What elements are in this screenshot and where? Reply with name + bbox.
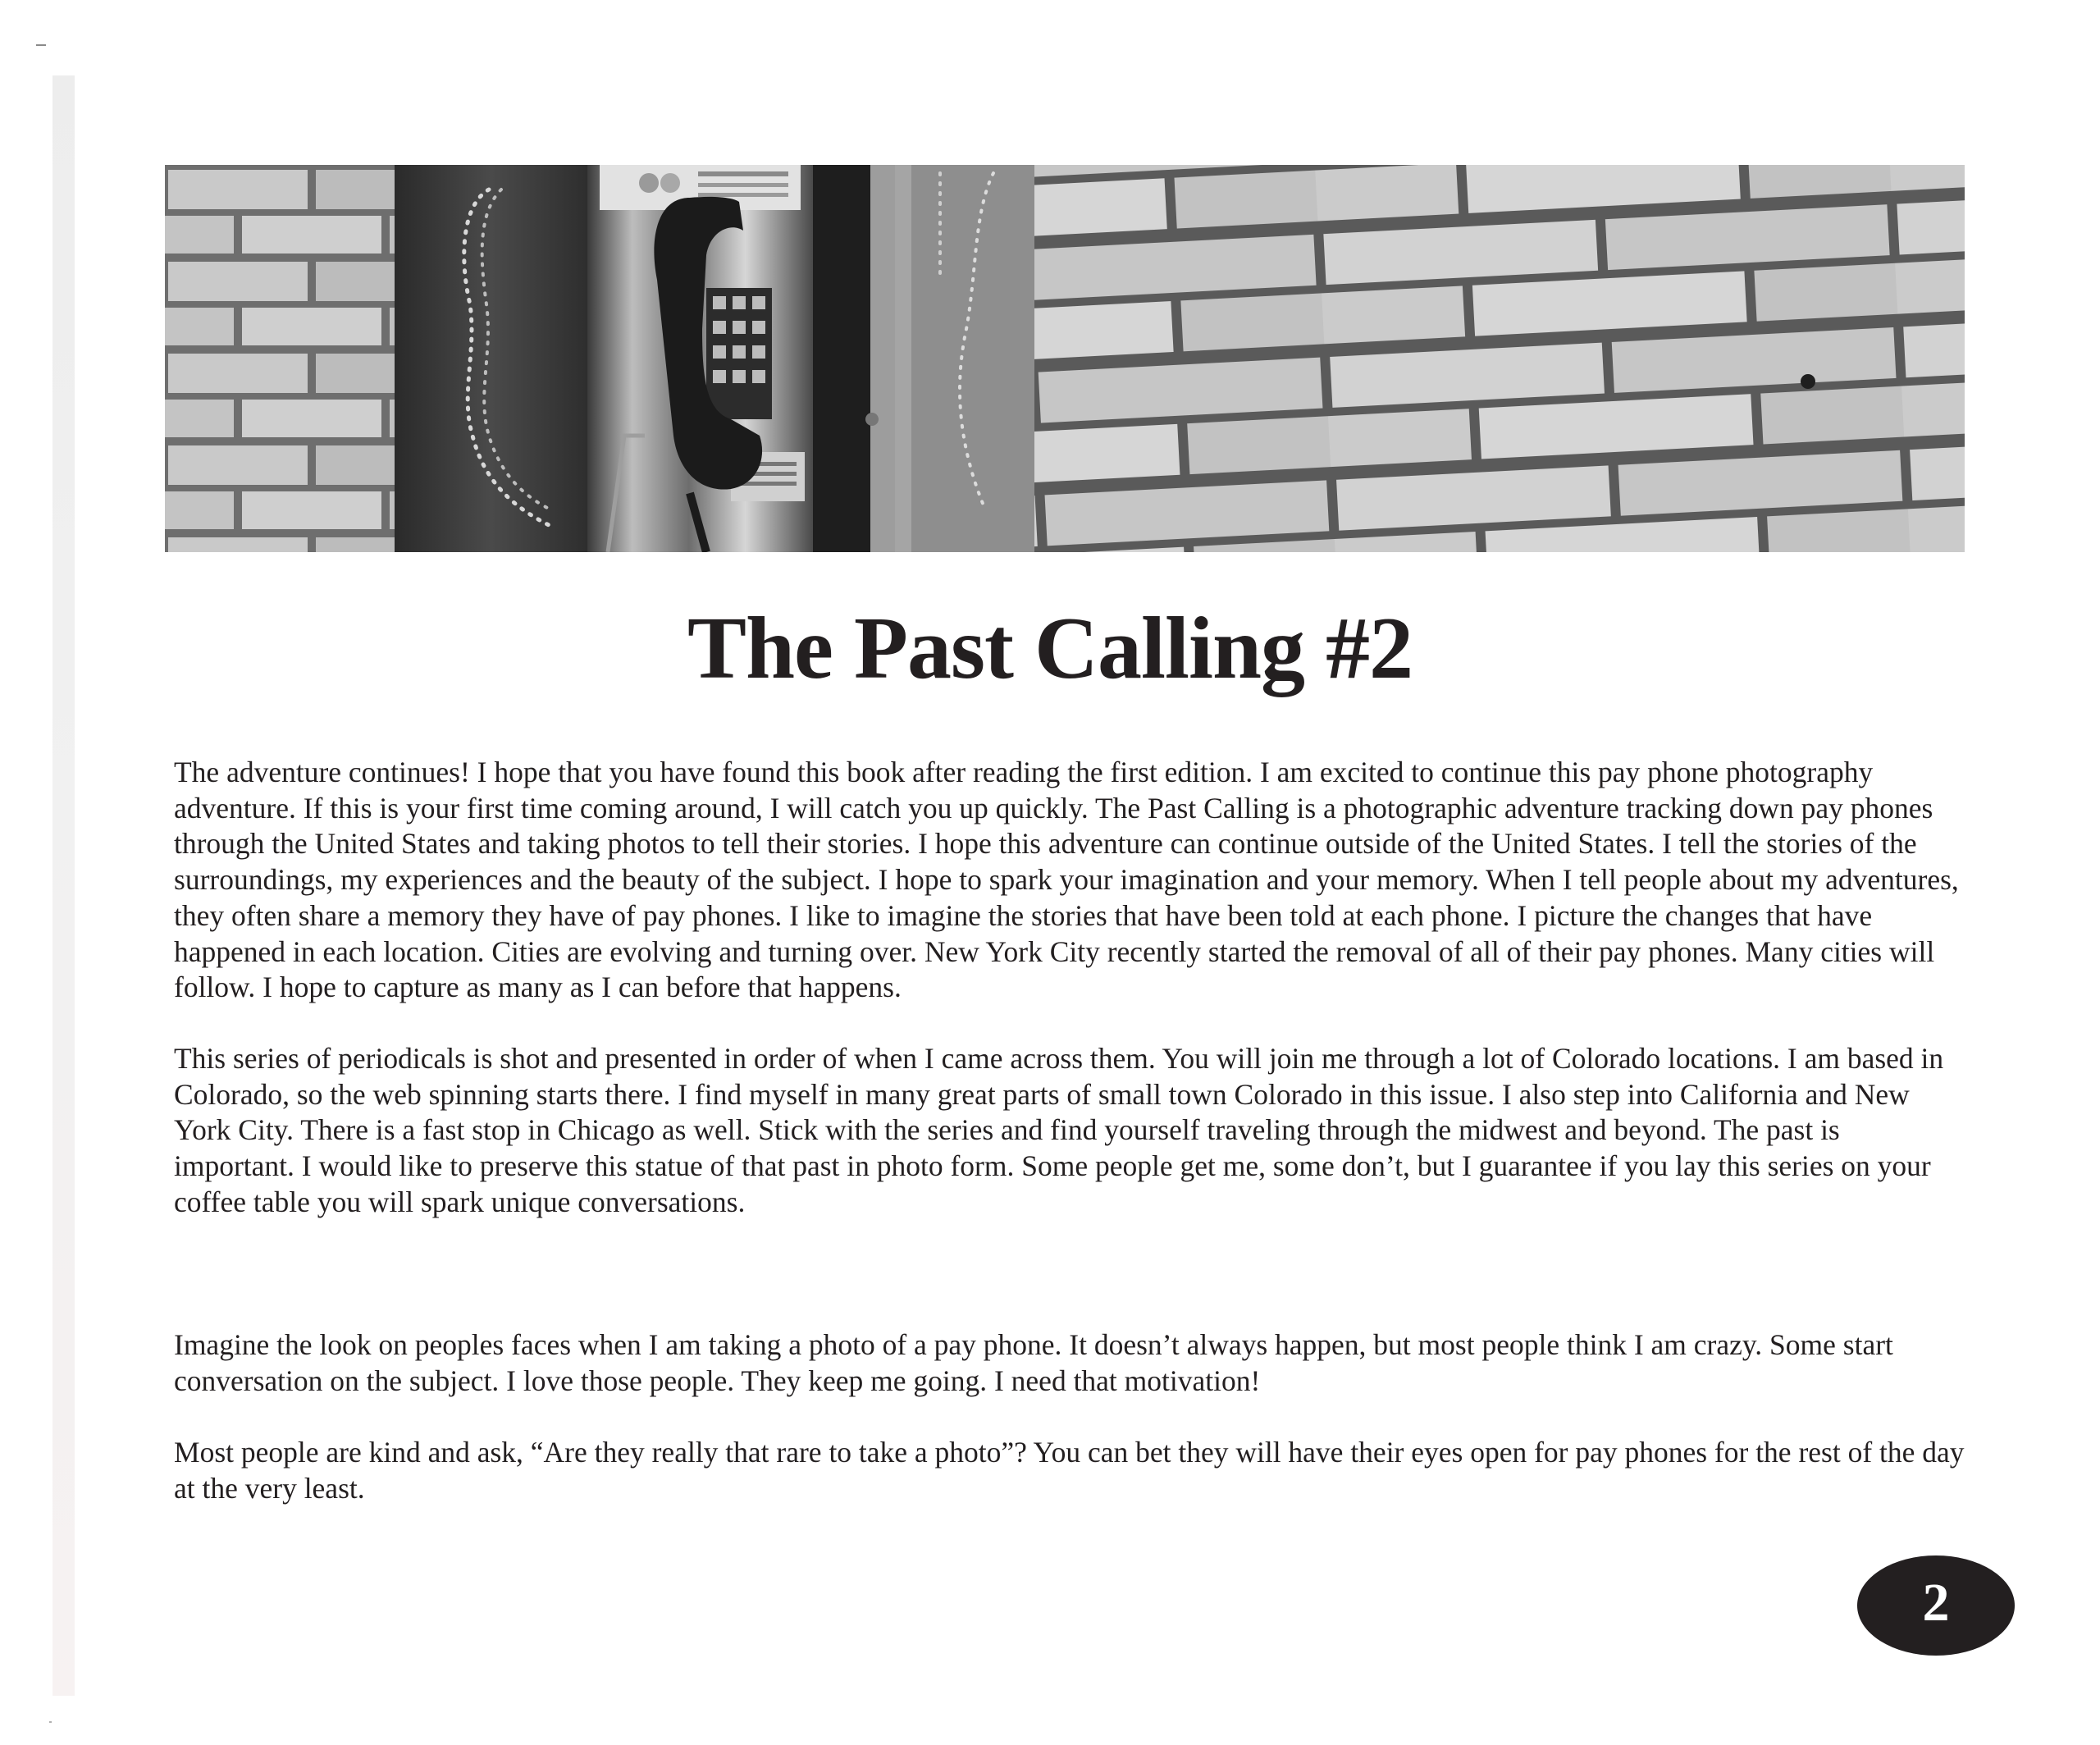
page-title: The Past Calling #2 xyxy=(687,600,1413,697)
crop-mark xyxy=(49,1721,52,1723)
page-number-badge: 2 xyxy=(1857,1555,2015,1656)
pay-phone-photo xyxy=(165,165,1965,552)
page-edge-strip xyxy=(52,75,75,1696)
paragraph: The adventure continues! I hope that you have found this book after reading the first edition. I am excited to continue this pay phone photography adventure. If this is your first time coming around, I will catch you up quickly. The Past Calling is a photographic adventure tracking down pay phones through the United States and taking photos to tell their stories. I hope this adventure can continue outside of the United States. I tell the stories of the surroundings, my experiences and the beauty of the subject. I hope to spark your imagination and your memory. When I tell people about my adventures, they often share a memory they have of pay phones. I like to imagine the stories that have been told at each phone. I picture the changes that have happened in each location. Cities are evolving and turning over. New York City recently started the removal of all of their pay phones. Many cities will follow. I hope to capture as many as I can before that happens. xyxy=(174,756,1959,1004)
paragraph: Most people are kind and ask, “Are they really that rare to take a photo”? You can bet they will have their eyes open for pay phones for the rest of the day at the very least. xyxy=(174,1435,1965,1505)
crop-mark xyxy=(36,44,46,46)
paragraph: Imagine the look on peoples faces when I am taking a photo of a pay phone. It doesn’t always happen, but most people think I am crazy. Some start conversation on the subject. I love those people. They keep me going. I need that motivation! xyxy=(174,1328,1893,1398)
article-body xyxy=(174,755,1967,1506)
paragraph: This series of periodicals is shot and presented in order of when I came across them. You will join me through a lot of Colorado locations. I am based in Colorado, so the web spinning starts there. I find myself in many great parts of small town Colorado in this issue. I also step into California and New York City. There is a fast stop in Chicago as well. Stick with the series and find yourself traveling through the midwest and beyond. The past is important. I would like to preserve this statue of that past in photo form. Some people get me, some don’t, but I guarantee if you lay this series on your coffee table you will spark unique conversations. xyxy=(174,1041,1944,1218)
banner-photo xyxy=(165,165,1965,552)
